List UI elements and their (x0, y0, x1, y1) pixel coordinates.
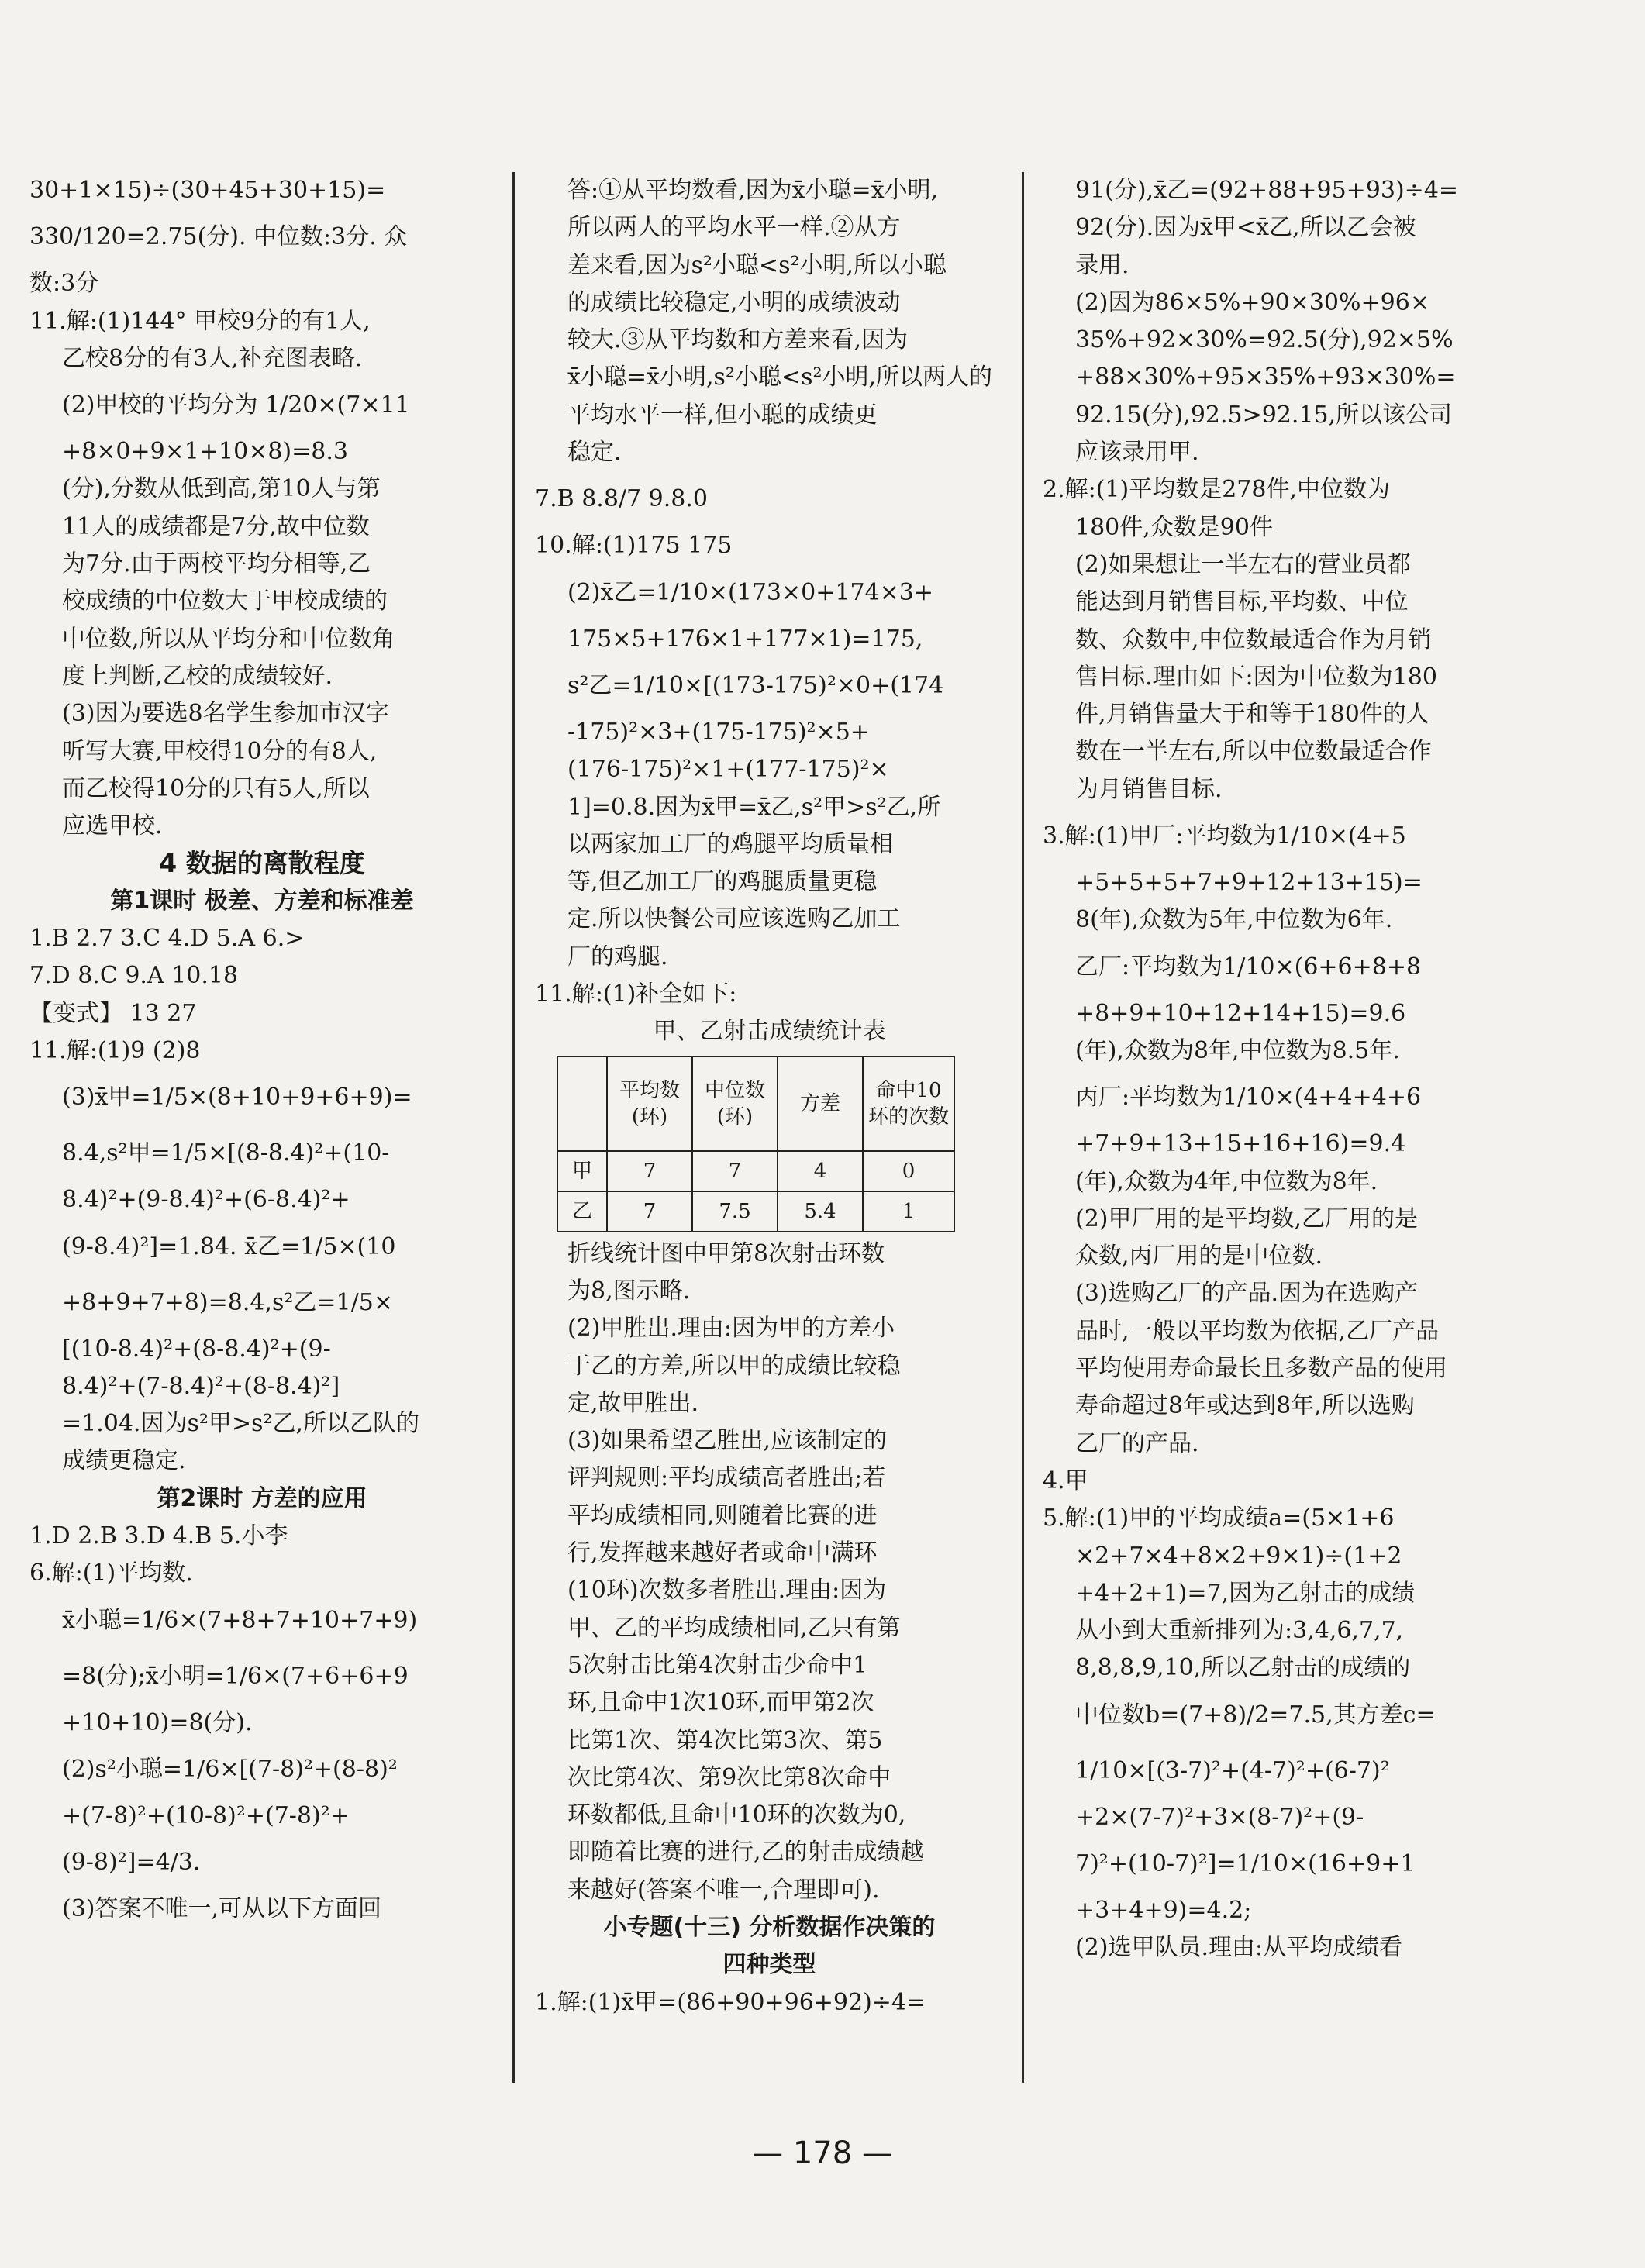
text-line: (3)如果希望乙胜出,应该制定的 (567, 1427, 888, 1455)
text-line: 四种类型 (722, 1951, 816, 1979)
text-line: 应该录用甲. (1075, 439, 1199, 467)
table-cell: 1 (863, 1191, 954, 1232)
text-line: 91(分),x̄乙=(92+88+95+93)÷4= (1075, 177, 1459, 204)
text-line: +8+9+10+12+14+15)=9.6 (1075, 999, 1406, 1027)
text-line: 1.B 2.7 3.C 4.D 5.A 6.> (29, 925, 305, 953)
text-line: -175)²×3+(175-175)²×5+ (567, 718, 870, 746)
text-line: 甲、乙射击成绩统计表 (653, 1018, 886, 1046)
column-left (29, 172, 495, 2087)
text-line: 定,故甲胜出. (567, 1389, 699, 1417)
column-divider-right (1022, 172, 1024, 2083)
text-line: 即随着比赛的进行,乙的射击成绩越 (567, 1839, 924, 1866)
text-line: 从小到大重新排列为:3,4,6,7,7, (1075, 1617, 1404, 1645)
text-line: 校成绩的中位数大于甲校成绩的 (62, 588, 388, 615)
table-header-cell: 命中10环的次数 (863, 1056, 954, 1151)
text-line: 7.D 8.C 9.A 10.18 (29, 962, 239, 990)
text-line: (年),众数为8年,中位数为8.5年. (1075, 1036, 1400, 1064)
table-cell: 0 (863, 1151, 954, 1191)
text-line: (2)x̄乙=1/10×(173×0+174×3+ (567, 578, 934, 606)
text-line: 92(分).因为x̄甲<x̄乙,所以乙会被 (1075, 214, 1416, 242)
text-line: 1.解:(1)x̄甲=(86+90+96+92)÷4= (535, 1988, 926, 2016)
table-cell: 乙 (557, 1191, 607, 1232)
text-line: 小专题(十三) 分析数据作决策的 (603, 1913, 936, 1941)
text-line: +5+5+5+7+9+12+13+15)= (1075, 869, 1423, 897)
text-line: 行,发挥越来越好者或命中满环 (567, 1539, 878, 1567)
text-line: 7.B 8.8/7 9.8.0 (535, 485, 708, 513)
text-line: 为7分.由于两校平均分相等,乙 (62, 550, 371, 578)
text-line: 为8,图示略. (567, 1277, 691, 1305)
text-line: 品时,一般以平均数为依据,乙厂产品 (1075, 1317, 1440, 1345)
text-line: 丙厂:平均数为1/10×(4+4+4+6 (1075, 1084, 1422, 1112)
text-line: 8.4)²+(7-8.4)²+(8-8.4)²] (62, 1372, 340, 1400)
table-cell: 4 (778, 1151, 863, 1191)
text-line: 180件,众数是90件 (1075, 513, 1273, 541)
text-line: 等,但乙加工厂的鸡腿质量更稳 (567, 868, 878, 896)
text-line: 7)²+(10-7)²]=1/10×(16+9+1 (1075, 1849, 1416, 1877)
text-line: (年),众数为4年,中位数为8年. (1075, 1167, 1378, 1195)
text-line: 3.解:(1)甲厂:平均数为1/10×(4+5 (1043, 822, 1406, 850)
text-line: 售目标.理由如下:因为中位数为180 (1075, 663, 1437, 691)
table-cell: 7 (692, 1151, 778, 1191)
text-line: 1.D 2.B 3.D 4.B 5.小李 (29, 1522, 288, 1550)
text-line: 度上判断,乙校的成绩较好. (62, 662, 333, 690)
text-line: (10环)次数多者胜出.理由:因为 (567, 1577, 887, 1604)
text-line: 评判规则:平均成绩高者胜出;若 (567, 1464, 886, 1492)
text-line: (2)甲厂用的是平均数,乙厂用的是 (1075, 1205, 1419, 1232)
text-line: 11.解:(1)补全如下: (535, 981, 737, 1008)
text-line: 录用. (1075, 251, 1129, 279)
table-cell: 甲 (557, 1151, 607, 1191)
text-line: 平均水平一样,但小聪的成绩更 (567, 401, 878, 429)
text-line: (2)如果想让一半左右的营业员都 (1075, 550, 1411, 578)
text-line: +2×(7-7)²+3×(8-7)²+(9- (1075, 1803, 1364, 1831)
text-line: (3)x̄甲=1/5×(8+10+9+6+9)= (62, 1084, 412, 1112)
text-line: (2)甲胜出.理由:因为甲的方差小 (567, 1315, 895, 1343)
text-line: 数:3分 (29, 270, 99, 298)
text-line: (3)答案不唯一,可从以下方面回 (62, 1895, 382, 1923)
text-line: 次比第4次、第9次比第8次命中 (567, 1763, 891, 1791)
text-line: 2.解:(1)平均数是278件,中位数为 (1043, 476, 1391, 504)
text-line: 来越好(答案不唯一,合理即可). (567, 1876, 880, 1904)
text-line: 8,8,8,9,10,所以乙射击的成绩的 (1075, 1654, 1411, 1682)
text-line: +3+4+9)=4.2; (1075, 1896, 1252, 1924)
text-line: 定.所以快餐公司应该选购乙加工 (567, 905, 901, 933)
text-line: +7+9+13+15+16+16)=9.4 (1075, 1130, 1406, 1158)
text-line: 中位数b=(7+8)/2=7.5,其方差c= (1075, 1701, 1436, 1729)
table-header-cell: 平均数(环) (607, 1056, 692, 1151)
table-header-cell (557, 1056, 607, 1151)
text-line: 8.4)²+(9-8.4)²+(6-8.4)²+ (62, 1186, 350, 1214)
text-line: (9-8)²]=4/3. (62, 1849, 201, 1877)
text-line: +8+9+7+8)=8.4,s²乙=1/5× (62, 1288, 393, 1316)
text-line: 4 数据的离散程度 (159, 848, 365, 879)
text-line: 11.解:(1)9 (2)8 (29, 1036, 201, 1064)
text-line: 较大.③从平均数和方差来看,因为 (567, 326, 909, 354)
text-line: 中位数,所以从平均分和中位数角 (62, 625, 395, 653)
text-line: (2)s²小聪=1/6×[(7-8)²+(8-8)² (62, 1755, 398, 1783)
text-line: 的成绩比较稳定,小明的成绩波动 (567, 288, 901, 316)
text-line: +(7-8)²+(10-8)²+(7-8)²+ (62, 1801, 350, 1829)
text-line: 差来看,因为s²小聪<s²小明,所以小聪 (567, 251, 947, 279)
text-line: 稳定. (567, 439, 622, 467)
text-line: 330/120=2.75(分). 中位数:3分. 众 (29, 223, 408, 251)
text-line: 众数,丙厂用的是中位数. (1075, 1243, 1323, 1270)
table-cell: 5.4 (778, 1191, 863, 1232)
text-line: (2)甲校的平均分为 1/20×(7×11 (62, 391, 410, 419)
table-row (557, 1191, 954, 1232)
shooting-stats-table (557, 1056, 955, 1232)
text-line: 件,月销售量大于和等于180件的人 (1075, 701, 1429, 729)
table-header-cell: 中位数(环) (692, 1056, 778, 1151)
text-line: 175×5+176×1+177×1)=175, (567, 625, 923, 653)
column-middle-top (535, 172, 1004, 1051)
text-line: 答:①从平均数看,因为x̄小聪=x̄小明, (567, 177, 939, 204)
text-line: x̄小聪=1/6×(7+8+7+10+7+9) (62, 1606, 418, 1634)
text-line: 折线统计图中甲第8次射击环数 (567, 1239, 885, 1267)
text-line: +10+10)=8(分). (62, 1708, 253, 1736)
text-line: 寿命超过8年或达到8年,所以选购 (1075, 1392, 1415, 1420)
text-line: 8(年),众数为5年,中位数为6年. (1075, 906, 1393, 934)
text-line: 乙校8分的有3人,补充图表略. (62, 344, 363, 372)
text-line: 于乙的方差,所以甲的成绩比较稳 (567, 1352, 901, 1380)
column-middle-bottom (535, 1236, 1004, 2022)
text-line: =8(分);x̄小明=1/6×(7+6+6+9 (62, 1662, 409, 1690)
text-line: 5.解:(1)甲的平均成绩a=(5×1+6 (1043, 1505, 1395, 1532)
text-line: s²乙=1/10×[(173-175)²×0+(174 (567, 671, 944, 699)
text-line: ×2+7×4+8×2+9×1)÷(1+2 (1075, 1542, 1402, 1570)
text-line: 30+1×15)÷(30+45+30+15)= (29, 177, 386, 204)
text-line: [(10-8.4)²+(8-8.4)²+(9- (62, 1335, 331, 1363)
text-line: +88×30%+95×35%+93×30%= (1075, 364, 1456, 391)
text-line: 8.4,s²甲=1/5×[(8-8.4)²+(10- (62, 1139, 390, 1167)
text-line: (9-8.4)²]=1.84. x̄乙=1/5×(10 (62, 1232, 396, 1260)
table-row (557, 1151, 954, 1191)
column-right (1043, 172, 1519, 2087)
text-line: 听写大赛,甲校得10分的有8人, (62, 737, 378, 765)
table-cell: 7 (607, 1151, 692, 1191)
text-line: 以两家加工厂的鸡腿平均质量相 (567, 830, 893, 858)
text-line: 数在一半左右,所以中位数最适合作 (1075, 738, 1432, 766)
text-line: 5次射击比第4次射击少命中1 (567, 1651, 868, 1679)
text-line: 35%+92×30%=92.5(分),92×5% (1075, 326, 1454, 354)
text-line: +4+2+1)=7,因为乙射击的成绩 (1075, 1579, 1416, 1607)
text-line: 平均成绩相同,则随着比赛的进 (567, 1501, 878, 1529)
text-line: 92.15(分),92.5>92.15,所以该公司 (1075, 401, 1453, 429)
text-line: 环数都低,且命中10环的次数为0, (567, 1801, 906, 1829)
text-line: (2)因为86×5%+90×30%+96× (1075, 288, 1429, 316)
text-line: 所以两人的平均水平一样.②从方 (567, 214, 901, 242)
text-line: 数、众数中,中位数最适合作为月销 (1075, 626, 1432, 653)
text-line: 1/10×[(3-7)²+(4-7)²+(6-7)² (1075, 1756, 1390, 1784)
text-line: 应选甲校. (62, 812, 163, 840)
text-line: 6.解:(1)平均数. (29, 1560, 193, 1587)
text-line: 乙厂:平均数为1/10×(6+6+8+8 (1075, 953, 1422, 981)
text-line: 乙厂的产品. (1075, 1429, 1199, 1457)
text-line: 厂的鸡腿. (567, 943, 668, 970)
text-line: x̄小聪=x̄小明,s²小聪<s²小明,所以两人的 (567, 364, 993, 391)
text-line: (3)因为要选8名学生参加市汉字 (62, 700, 389, 728)
text-line: 环,且命中1次10环,而甲第2次 (567, 1689, 874, 1717)
text-line: 为月销售目标. (1075, 775, 1223, 803)
column-middle (535, 172, 1004, 2087)
text-line: +8×0+9×1+10×8)=8.3 (62, 438, 348, 466)
text-line: (2)选甲队员.理由:从平均成绩看 (1075, 1934, 1403, 1962)
page-number: — 178 — (752, 2135, 893, 2171)
text-line: 甲、乙的平均成绩相同,乙只有第 (567, 1614, 901, 1642)
text-line: =1.04.因为s²甲>s²乙,所以乙队的 (62, 1410, 419, 1438)
table-header-row (557, 1056, 954, 1151)
text-line: 4.甲 (1043, 1467, 1088, 1494)
table-cell: 7.5 (692, 1191, 778, 1232)
text-line: 第1课时 极差、方差和标准差 (110, 887, 414, 915)
column-divider-left (512, 172, 515, 2083)
text-line: 比第1次、第4次比第3次、第5 (567, 1726, 883, 1754)
text-line: 【变式】 13 27 (29, 999, 197, 1027)
text-line: (分),分数从低到高,第10人与第 (62, 475, 381, 503)
text-line: 而乙校得10分的只有5人,所以 (62, 774, 370, 802)
text-line: 平均使用寿命最长且多数产品的使用 (1075, 1355, 1447, 1383)
table-cell: 7 (607, 1191, 692, 1232)
text-line: 1]=0.8.因为x̄甲=x̄乙,s²甲>s²乙,所 (567, 793, 941, 821)
table-header-cell: 方差 (778, 1056, 863, 1151)
text-line: 11.解:(1)144° 甲校9分的有1人, (29, 307, 371, 335)
text-line: (3)选购乙厂的产品.因为在选购产 (1075, 1280, 1419, 1308)
text-line: 10.解:(1)175 175 (535, 532, 733, 560)
text-line: 成绩更稳定. (62, 1447, 186, 1475)
text-line: 11人的成绩都是7分,故中位数 (62, 512, 370, 540)
text-line: (176-175)²×1+(177-175)²× (567, 756, 889, 784)
text-line: 能达到月销售目标,平均数、中位 (1075, 588, 1409, 616)
text-line: 第2课时 方差的应用 (157, 1484, 367, 1512)
